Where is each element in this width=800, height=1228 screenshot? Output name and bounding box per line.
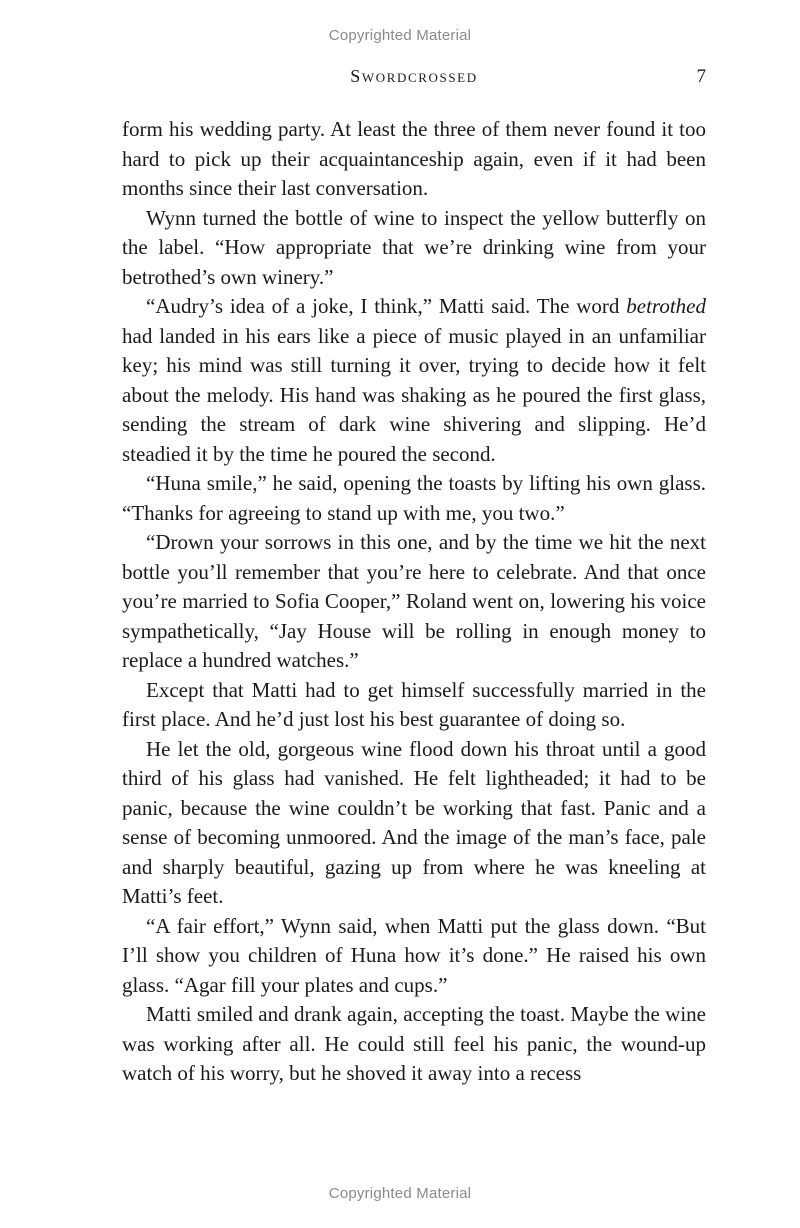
paragraph: “Drown your sorrows in this one, and by the time we hit the next bottle you’ll remember that you’re here to celebrate. And that once you’re married to Sofia Cooper,” Roland went on, lowering his voice sympathetically, “Jay House will be rolling in enough money to replace a hundred watches.” [122, 530, 706, 672]
book-title: Swordcrossed [350, 66, 478, 86]
running-header [122, 64, 706, 94]
body-text [122, 115, 706, 1089]
page-number: 7 [696, 66, 706, 87]
paragraph: Wynn turned the bottle of wine to inspect the yellow butterfly on the label. “How appropriate that we’re drinking wine from your betrothed’s own winery.” [122, 205, 706, 289]
paragraph: Except that Matti had to get himself successfully married in the first place. And he’d just lost his best guarantee of doing so. [122, 677, 706, 731]
paragraph: “Huna smile,” he said, opening the toasts by lifting his own glass. “Thanks for agreeing to stand up with me, you two.” [122, 471, 706, 525]
paragraph [122, 292, 706, 469]
paragraph: He let the old, gorgeous wine flood down his throat until a good third of his glass had vanished. He felt lightheaded; it had to be panic, because the wine couldn’t be working that fast. Panic and a sense of becoming unmoored. And the image of the man’s face, pale and sharply beautiful, gazing up from where he was kneeling at Matti’s feet. [122, 736, 706, 908]
copyright-watermark-bottom: Copyrighted Material [328, 1185, 472, 1202]
paragraph: form his wedding party. At least the three of them never found it too hard to pick up their acquaintanceship again, even if it had been months since their last conversation. [122, 117, 706, 200]
paragraph-text: “Audry’s idea of a joke, I think,” Matti said. The word [146, 294, 627, 318]
copyright-watermark-top: Copyrighted Material [328, 27, 472, 44]
paragraph-text: had landed in his ears like a piece of music played in an unfamiliar key; his mind was still turning it over, trying to decide how it felt about the melody. His hand was shaking as he poured the first glass, sending the stream of dark wine shivering and slipping. He’d steadied it by the time he poured the second. [122, 323, 706, 466]
paragraph: “A fair effort,” Wynn said, when Matti put the glass down. “But I’ll show you children of Huna how it’s done.” He raised his own glass. “Agar fill your plates and cups.” [122, 913, 706, 997]
italic-word: betrothed [626, 294, 706, 318]
paragraph: Matti smiled and drank again, accepting the toast. Maybe the wine was working after all. He could still feel his panic, the wound-up watch of his worry, but he shoved it away into a recess [122, 1002, 706, 1085]
